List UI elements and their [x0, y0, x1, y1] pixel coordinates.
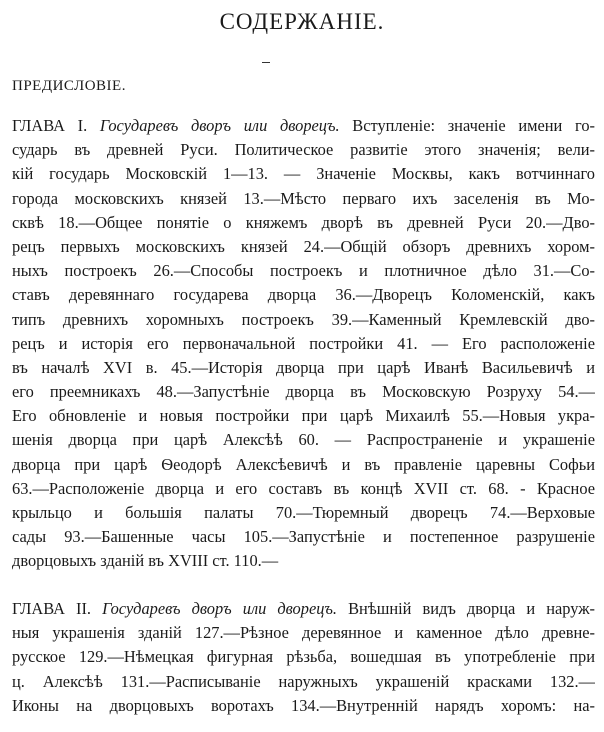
chapter-1-line: сады 93.—Башенные часы 105.—Запустѣніе и постепенное разрушеніе: [12, 527, 595, 547]
chapter-1-line: шенія дворца при царѣ Алексѣѣ 60. — Распространеніе и украшеніе: [12, 430, 595, 450]
chapter-2-label: ГЛАВА II.: [12, 599, 92, 618]
chapter-1-line: крыльцо и большія палаты 70.—Тюремный дворецъ 74.—Верховые: [12, 503, 595, 522]
chapter-1-line: ставъ деревяннаго государева дворца 36.—Дворецъ Коломенскій, какъ: [12, 285, 595, 305]
chapter-1-line: дворца при царѣ Ѳеодорѣ Алексѣевичѣ и въ правленіе царевны Софьи: [12, 454, 595, 474]
chapter-2-line: ныя украшенія зданій 127.—Рѣзное деревянное и каменное дѣло древне-: [12, 623, 595, 643]
chapter-2-first-line-text: Внѣшній видъ дворца и наруж-: [348, 599, 595, 618]
chapter-1-line: рецъ первыхъ московскихъ князей 24.—Общій обзоръ древнихъ хором-: [12, 236, 595, 256]
chapter-1-line: 63.—Расположеніе дворца и его составъ въ концѣ XVII ст. 68. - Красное: [12, 478, 595, 498]
chapter-2-line: Иконы на дворцовыхъ воротахъ 134.—Внутренній нарядъ хоромъ: на-: [12, 695, 595, 715]
chapter-1-title: Государевъ дворъ или дворецъ.: [99, 116, 340, 135]
chapter-1-line: рецъ и исторія его первоначальной постройки 41. — Его расположеніе: [12, 333, 595, 353]
preface-heading: ПРЕДИСЛОВІЕ.: [12, 78, 126, 94]
chapter-2-first-line: [12, 597, 595, 621]
chapter-2-line: русское 129.—Нѣмецкая фигурная рѣзьба, вошедшая въ употребленіе при: [12, 647, 595, 667]
chapter-1-line: его преемникахъ 48.—Запустѣніе дворца въ Московскую Розруху 54.—: [12, 382, 595, 402]
chapter-1-line: кій государь Московскій 1—13. — Значеніе Москвы, какъ вотчиннаго: [12, 164, 595, 184]
chapter-2-line: ц. Алексѣѣ 131.—Расписываніе наружныхъ украшеній красками 132.—: [12, 671, 595, 691]
chapter-1-line: дворцовыхъ зданій въ XVIII ст. 110.—: [12, 551, 279, 571]
chapter-1-line: города московскихъ князей 13.—Мѣсто перваго ихъ заселенія въ Мо-: [12, 188, 595, 208]
chapter-1-label: ГЛАВА I.: [12, 116, 88, 135]
chapter-2-title: Государевъ дворъ или дворецъ.: [102, 599, 338, 618]
chapter-1-first-line: [12, 114, 595, 138]
chapter-1-line: въ началѣ XVI в. 45.—Исторія дворца при царѣ Иванѣ Васильевичѣ и: [12, 357, 595, 377]
chapter-1-line: ныхъ построекъ 26.—Способы построекъ и плотничное дѣло 31.—Со-: [12, 261, 595, 281]
chapter-1-first-line-text: Вступленіе: значеніе имени го-: [352, 116, 595, 135]
chapter-1-line: типъ древнихъ хоромныхъ построекъ 39.—Каменный Кремлевскій дво-: [12, 309, 595, 329]
page-title: СОДЕРЖАНІЕ.: [219, 9, 385, 34]
title-divider: [262, 62, 270, 63]
chapter-1-line: Его обновленіе и новыя постройки при царѣ Михаилѣ 55.—Новыя укра-: [12, 406, 595, 426]
chapter-1-line: сквѣ 18.—Общее понятіе о княжемъ дворѣ въ древней Руси 20.—Дво-: [12, 212, 595, 232]
chapter-1-line: сударь въ древней Руси. Политическое развитіе этого значенія; вели-: [12, 140, 595, 160]
chapter-2-entry: [12, 597, 595, 718]
chapter-1-entry: [12, 114, 595, 574]
